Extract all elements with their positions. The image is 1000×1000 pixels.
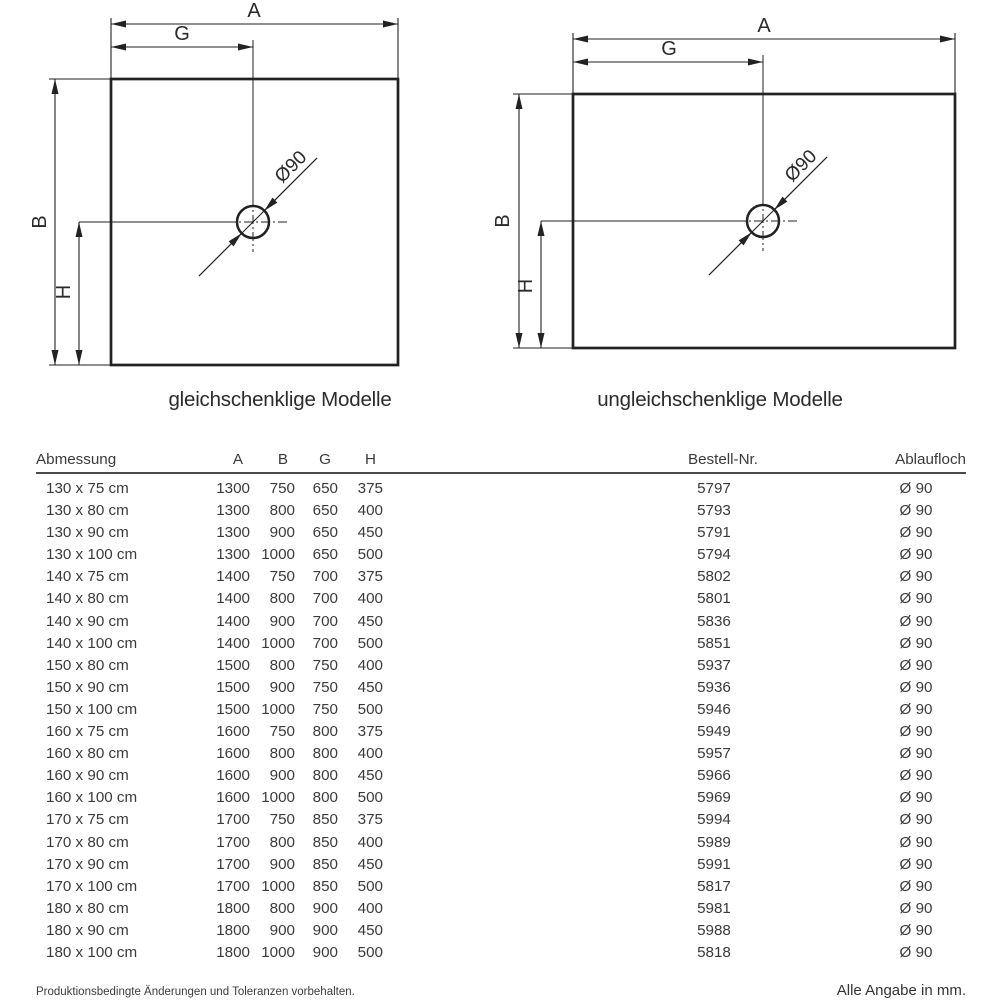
cell-h: 450 [357, 524, 383, 542]
cell-a: 1600 [216, 767, 250, 785]
cell-a: 1600 [216, 723, 250, 741]
column-header-b: B [277, 451, 288, 468]
column-header-bestell-nr: Bestell-Nr. [687, 451, 758, 468]
cell-ablaufloch: Ø 90 [899, 568, 933, 586]
cell-a: 1400 [216, 612, 250, 630]
cell-bestell-nr: 5797 [697, 480, 731, 497]
cell-h: 450 [357, 612, 383, 630]
column-header-abmessung: Abmessung [36, 451, 117, 468]
cell-abmessung: 160 x 100 cm [46, 789, 138, 807]
cell-abmessung: 130 x 75 cm [46, 480, 129, 497]
cell-b: 1000 [261, 700, 295, 718]
cell-bestell-nr: 5801 [697, 590, 731, 608]
cell-bestell-nr: 5991 [697, 855, 731, 873]
cell-bestell-nr: 5994 [697, 811, 731, 829]
cell-h: 375 [357, 480, 383, 497]
cell-bestell-nr: 5946 [697, 700, 731, 718]
cell-bestell-nr: 5969 [697, 789, 731, 807]
cell-b: 900 [269, 767, 295, 785]
cell-h: 375 [357, 723, 383, 741]
cell-ablaufloch: Ø 90 [899, 811, 933, 829]
cell-g: 850 [312, 877, 338, 895]
table-row [36, 832, 966, 854]
cell-b: 1000 [261, 546, 295, 564]
table-row [36, 655, 966, 677]
cell-g: 650 [312, 546, 338, 564]
column-header-a: A [232, 451, 243, 468]
cell-a: 1800 [216, 943, 250, 961]
column-header-g: G [319, 451, 331, 468]
cell-g: 700 [312, 590, 338, 608]
cell-g: 650 [312, 480, 338, 497]
footer-units-note: Alle Angabe in mm. [836, 982, 966, 999]
cell-a: 1700 [216, 877, 250, 895]
cell-a: 1400 [216, 568, 250, 586]
table-row [36, 544, 966, 566]
cell-abmessung: 150 x 90 cm [46, 678, 129, 696]
label-drain-diameter: Ø90 [780, 145, 822, 187]
cell-b: 900 [269, 855, 295, 873]
cell-abmessung: 180 x 100 cm [46, 943, 138, 961]
cell-b: 900 [269, 524, 295, 542]
cell-a: 1700 [216, 855, 250, 873]
right-diagram [492, 15, 955, 348]
cell-ablaufloch: Ø 90 [899, 767, 933, 785]
cell-bestell-nr: 5949 [697, 723, 731, 741]
cell-g: 650 [312, 502, 338, 520]
label-drain-diameter: Ø90 [270, 146, 312, 188]
cell-g: 850 [312, 855, 338, 873]
cell-g: 750 [312, 700, 338, 718]
cell-h: 400 [357, 745, 383, 763]
cell-ablaufloch: Ø 90 [899, 877, 933, 895]
cell-h: 400 [357, 502, 383, 520]
table-row [36, 633, 966, 655]
cell-abmessung: 170 x 80 cm [46, 833, 129, 851]
cell-h: 500 [357, 789, 383, 807]
cell-h: 400 [357, 899, 383, 917]
cell-abmessung: 180 x 90 cm [46, 921, 129, 939]
cell-ablaufloch: Ø 90 [899, 480, 933, 497]
cell-ablaufloch: Ø 90 [899, 899, 933, 917]
cell-h: 400 [357, 590, 383, 608]
technical-drawings [0, 0, 1000, 430]
column-header-h: H [365, 451, 376, 468]
table-row [36, 478, 966, 500]
cell-a: 1600 [216, 789, 250, 807]
cell-g: 700 [312, 612, 338, 630]
label-g: G [661, 38, 677, 60]
cell-ablaufloch: Ø 90 [899, 524, 933, 542]
cell-a: 1300 [216, 524, 250, 542]
left-diagram [29, 0, 398, 365]
table-row [36, 898, 966, 920]
caption-right-diagram: ungleichschenklige Modelle [597, 388, 843, 411]
cell-bestell-nr: 5818 [697, 943, 731, 961]
table-row [36, 787, 966, 809]
cell-b: 750 [269, 811, 295, 829]
table-row [36, 743, 966, 765]
cell-ablaufloch: Ø 90 [899, 590, 933, 608]
cell-a: 1500 [216, 700, 250, 718]
cell-ablaufloch: Ø 90 [899, 634, 933, 652]
label-b: B [492, 214, 514, 228]
cell-b: 900 [269, 921, 295, 939]
cell-bestell-nr: 5794 [697, 546, 731, 564]
cell-bestell-nr: 5836 [697, 612, 731, 630]
cell-b: 1000 [261, 634, 295, 652]
cell-abmessung: 150 x 100 cm [46, 700, 138, 718]
cell-h: 450 [357, 921, 383, 939]
label-h: H [53, 284, 75, 300]
cell-g: 800 [312, 767, 338, 785]
cell-h: 500 [357, 546, 383, 564]
cell-bestell-nr: 5937 [697, 656, 731, 674]
cell-abmessung: 140 x 100 cm [46, 634, 138, 652]
cell-ablaufloch: Ø 90 [899, 502, 933, 520]
table-row [36, 522, 966, 544]
cell-b: 800 [269, 745, 295, 763]
cell-bestell-nr: 5966 [697, 767, 731, 785]
cell-ablaufloch: Ø 90 [899, 656, 933, 674]
table-row [36, 876, 966, 898]
cell-b: 750 [269, 723, 295, 741]
table-row [36, 765, 966, 787]
cell-bestell-nr: 5791 [697, 524, 731, 542]
label-h: H [515, 278, 537, 294]
column-header-ablaufloch: Ablaufloch [895, 451, 966, 468]
cell-g: 850 [312, 833, 338, 851]
cell-bestell-nr: 5957 [697, 745, 731, 763]
table-row [36, 920, 966, 942]
cell-abmessung: 140 x 75 cm [46, 568, 129, 586]
cell-g: 700 [312, 568, 338, 586]
cell-a: 1300 [216, 546, 250, 564]
dimensions-table [36, 446, 966, 964]
cell-abmessung: 160 x 80 cm [46, 745, 129, 763]
cell-bestell-nr: 5989 [697, 833, 731, 851]
cell-abmessung: 160 x 90 cm [46, 767, 129, 785]
cell-g: 900 [312, 943, 338, 961]
cell-b: 800 [269, 502, 295, 520]
cell-h: 500 [357, 877, 383, 895]
table-row [36, 721, 966, 743]
cell-bestell-nr: 5802 [697, 568, 731, 586]
cell-abmessung: 130 x 100 cm [46, 546, 138, 564]
cell-h: 400 [357, 656, 383, 674]
table-header-row [36, 446, 966, 474]
cell-g: 900 [312, 899, 338, 917]
cell-h: 500 [357, 943, 383, 961]
cell-ablaufloch: Ø 90 [899, 700, 933, 718]
cell-abmessung: 140 x 80 cm [46, 590, 129, 608]
cell-a: 1700 [216, 833, 250, 851]
cell-a: 1400 [216, 634, 250, 652]
cell-ablaufloch: Ø 90 [899, 745, 933, 763]
cell-h: 500 [357, 700, 383, 718]
cell-b: 750 [269, 568, 295, 586]
table-row [36, 611, 966, 633]
cell-g: 850 [312, 811, 338, 829]
cell-b: 1000 [261, 789, 295, 807]
label-a: A [757, 15, 771, 37]
cell-b: 800 [269, 656, 295, 674]
cell-h: 400 [357, 833, 383, 851]
drain-pointer [199, 233, 242, 276]
cell-ablaufloch: Ø 90 [899, 723, 933, 741]
cell-bestell-nr: 5988 [697, 921, 731, 939]
cell-a: 1800 [216, 921, 250, 939]
cell-bestell-nr: 5981 [697, 899, 731, 917]
cell-bestell-nr: 5936 [697, 678, 731, 696]
cell-b: 800 [269, 590, 295, 608]
cell-a: 1300 [216, 502, 250, 520]
cell-b: 1000 [261, 877, 295, 895]
cell-g: 900 [312, 921, 338, 939]
cell-ablaufloch: Ø 90 [899, 855, 933, 873]
cell-b: 800 [269, 899, 295, 917]
cell-ablaufloch: Ø 90 [899, 612, 933, 630]
table-row [36, 677, 966, 699]
cell-a: 1300 [216, 480, 250, 497]
cell-h: 450 [357, 767, 383, 785]
cell-g: 700 [312, 634, 338, 652]
table-body [36, 478, 966, 964]
cell-bestell-nr: 5817 [697, 877, 731, 895]
cell-ablaufloch: Ø 90 [899, 943, 933, 961]
cell-ablaufloch: Ø 90 [899, 833, 933, 851]
cell-ablaufloch: Ø 90 [899, 789, 933, 807]
cell-abmessung: 130 x 80 cm [46, 502, 129, 520]
table-row [36, 699, 966, 721]
cell-a: 1700 [216, 811, 250, 829]
footer-disclaimer: Produktionsbedingte Änderungen und Toleranzen vorbehalten. [36, 986, 355, 998]
cell-bestell-nr: 5793 [697, 502, 731, 520]
cell-h: 450 [357, 855, 383, 873]
table-row [36, 588, 966, 610]
cell-g: 750 [312, 656, 338, 674]
cell-b: 1000 [261, 943, 295, 961]
cell-ablaufloch: Ø 90 [899, 546, 933, 564]
cell-h: 500 [357, 634, 383, 652]
cell-abmessung: 180 x 80 cm [46, 899, 129, 917]
caption-left-diagram: gleichschenklige Modelle [168, 388, 392, 411]
cell-ablaufloch: Ø 90 [899, 678, 933, 696]
table-row [36, 500, 966, 522]
cell-abmessung: 170 x 90 cm [46, 855, 129, 873]
cell-abmessung: 140 x 90 cm [46, 612, 129, 630]
table-row [36, 809, 966, 831]
drain-pointer [709, 232, 752, 275]
cell-h: 375 [357, 568, 383, 586]
table-row [36, 566, 966, 588]
cell-a: 1500 [216, 656, 250, 674]
cell-a: 1800 [216, 899, 250, 917]
table-row [36, 942, 966, 964]
cell-b: 750 [269, 480, 295, 497]
cell-g: 800 [312, 723, 338, 741]
cell-h: 450 [357, 678, 383, 696]
cell-a: 1600 [216, 745, 250, 763]
cell-abmessung: 170 x 100 cm [46, 877, 138, 895]
cell-b: 800 [269, 833, 295, 851]
cell-b: 900 [269, 678, 295, 696]
cell-a: 1400 [216, 590, 250, 608]
cell-abmessung: 170 x 75 cm [46, 811, 129, 829]
cell-ablaufloch: Ø 90 [899, 921, 933, 939]
cell-g: 800 [312, 745, 338, 763]
label-b: B [29, 215, 51, 229]
cell-h: 375 [357, 811, 383, 829]
cell-bestell-nr: 5851 [697, 634, 731, 652]
table-row [36, 854, 966, 876]
cell-g: 800 [312, 789, 338, 807]
cell-abmessung: 160 x 75 cm [46, 723, 129, 741]
label-a: A [247, 0, 261, 22]
cell-abmessung: 150 x 80 cm [46, 656, 129, 674]
cell-b: 900 [269, 612, 295, 630]
cell-g: 750 [312, 678, 338, 696]
label-g: G [174, 23, 190, 45]
cell-a: 1500 [216, 678, 250, 696]
cell-abmessung: 130 x 90 cm [46, 524, 129, 542]
cell-g: 650 [312, 524, 338, 542]
